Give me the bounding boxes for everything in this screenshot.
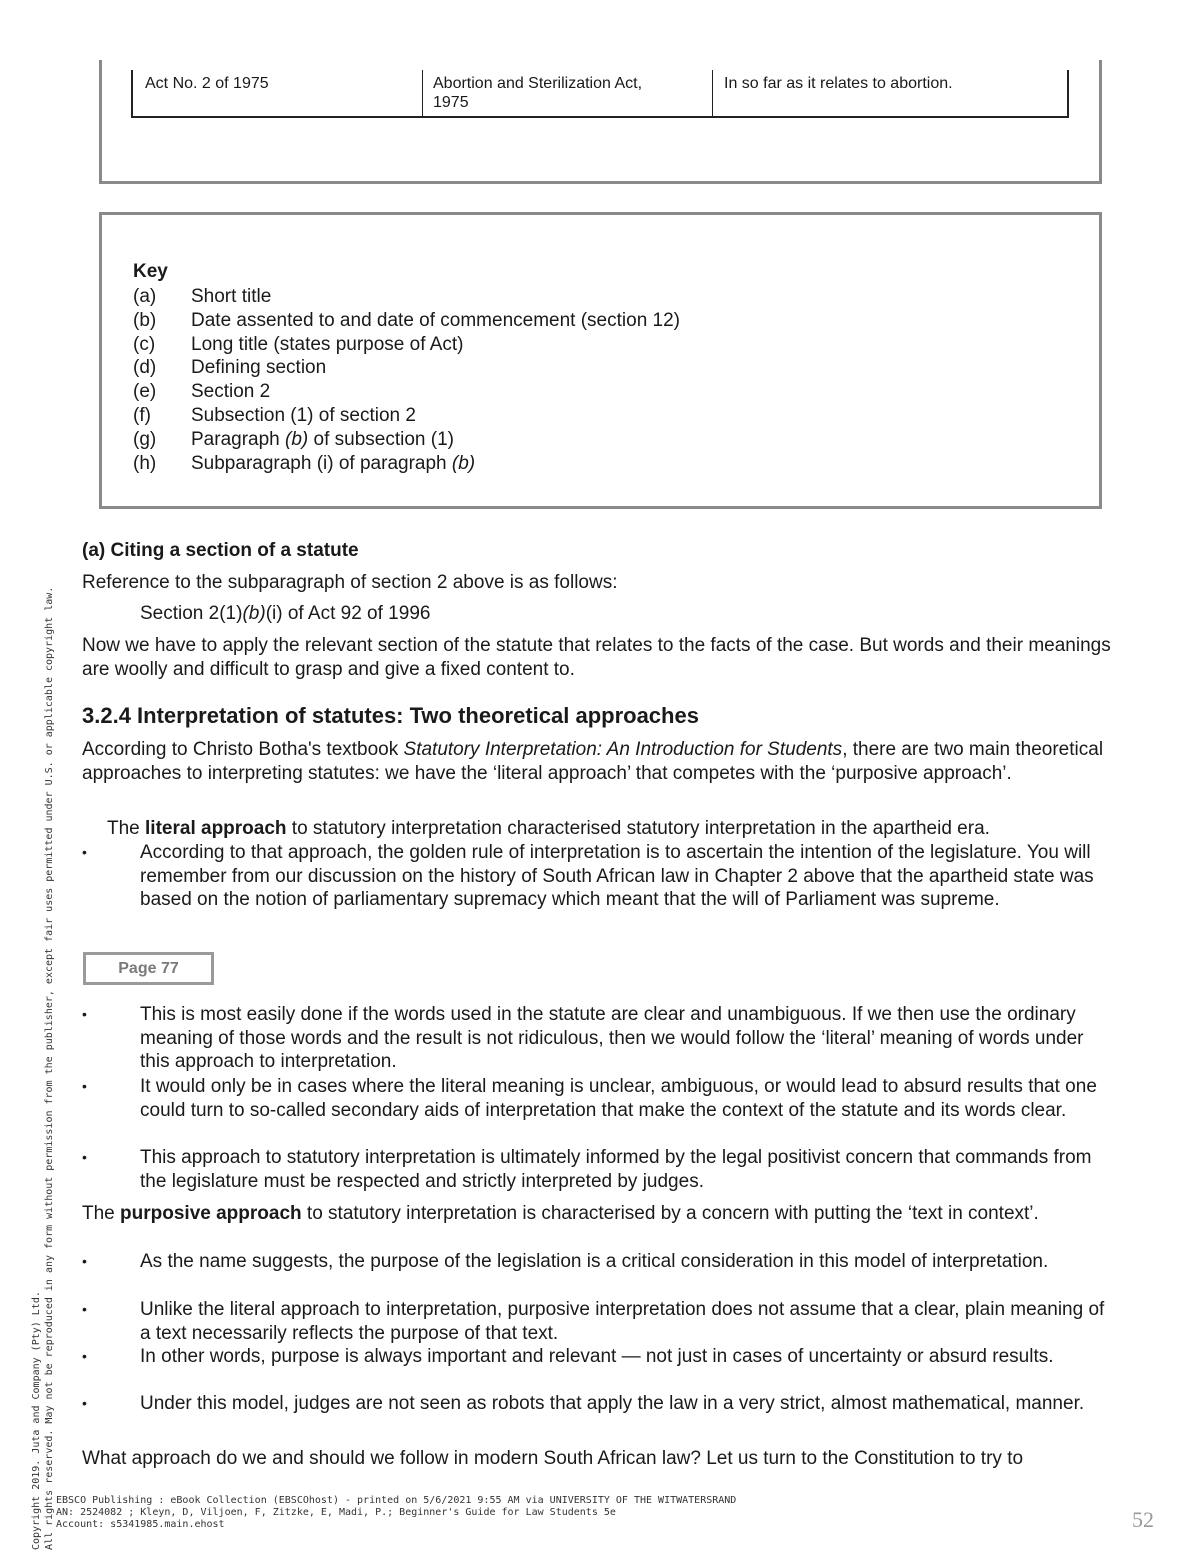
key-label: (d) [133, 357, 157, 378]
footer-line: EBSCO Publishing : eBook Collection (EBSCOhost) - printed on 5/6/2021 9:55 AM via UNIVERSITY OF THE WITWATERSRAND [56, 1495, 737, 1506]
act-title-line1: Abortion and Sterilization Act, [433, 75, 643, 92]
key-text: Long title (states purpose of Act) [191, 334, 464, 355]
bullet-icon: • [82, 1253, 87, 1269]
footer-line: Account: s5341985.main.ehost [56, 1519, 225, 1530]
literal-approach-intro: The literal approach to statutory interpretation characterised statutory interpretation in the apartheid era. [107, 818, 990, 839]
bullet-icon: • [82, 1301, 87, 1317]
act-title-cell [433, 74, 642, 112]
closing-paragraph: What approach do we and should we follow in modern South African law? Let us turn to the Constitution to try to [82, 1448, 1024, 1469]
key-text: Subsection (1) of section 2 [191, 405, 416, 426]
act-table-row [131, 70, 1069, 118]
key-text: Section 2 [191, 381, 271, 402]
key-label: (b) [133, 310, 157, 331]
copyright-notice [30, 587, 56, 1550]
purposive-approach-intro: The purposive approach to statutory interpretation is characterised by a concern with putting the ‘text in context’. [82, 1203, 1039, 1224]
section-324-intro: According to Christo Botha's textbook Statutory Interpretation: An Introduction for Students, there are two main theoretical approaches to interpreting statutes: we have the ‘literal approach’ that competes with the ‘purposive approach’. [82, 739, 1104, 784]
key-label: (c) [133, 334, 156, 355]
section-a-heading: (a) Citing a section of a statute [82, 540, 359, 561]
section-a-paragraph: Now we have to apply the relevant section of the statute that relates to the facts of the case. But words and their meanings are woolly and difficult to grasp and give a fixed content to. [82, 635, 1111, 680]
copyright-line: All rights reserved. May not be reproduced in any form without permission from the publisher, except fair uses permitted under U.S. or applicable copyright law. [44, 586, 55, 1550]
key-text: Short title [191, 286, 272, 307]
key-text: Defining section [191, 357, 327, 378]
bullet-icon: • [82, 1395, 87, 1411]
page-number: 52 [1132, 1507, 1154, 1532]
key-label: (f) [133, 405, 151, 426]
key-text: Subparagraph (i) of paragraph (b) [191, 453, 476, 474]
footer-line: AN: 2524082 ; Kleyn, D, Viljoen, F, Zitzke, E, Madi, P.; Beginner's Guide for Law Students 5e [56, 1507, 616, 1518]
bullet-icon: • [82, 1006, 87, 1022]
column-divider [712, 70, 713, 116]
column-divider [422, 70, 423, 116]
key-text: Date assented to and date of commencement (section 12) [191, 310, 680, 331]
section-a-intro: Reference to the subparagraph of section 2 above is as follows: [82, 572, 618, 593]
key-title: Key [133, 261, 168, 282]
bullet-icon: • [82, 1348, 87, 1364]
key-label: (e) [133, 381, 157, 402]
bullet-icon: • [82, 1149, 87, 1165]
citation-example: Section 2(1)(b)(i) of Act 92 of 1996 [140, 603, 431, 624]
section-324-heading: 3.2.4 Interpretation of statutes: Two theoretical approaches [82, 703, 699, 728]
bullet-icon: • [82, 1078, 87, 1094]
copyright-line: Copyright 2019. Juta and Company (Pty) Ltd. [31, 1291, 42, 1550]
footer [56, 1495, 736, 1531]
page-marker: Page 77 [83, 952, 214, 985]
key-label: (h) [133, 453, 157, 474]
act-number-cell: Act No. 2 of 1975 [145, 75, 269, 92]
act-title-line2: 1975 [433, 94, 469, 111]
key-text: Paragraph (b) of subsection (1) [191, 429, 454, 450]
extent-cell: In so far as it relates to abortion. [724, 75, 953, 92]
key-label: (a) [133, 286, 157, 307]
bullet-icon: • [82, 844, 87, 860]
key-label: (g) [133, 429, 157, 450]
